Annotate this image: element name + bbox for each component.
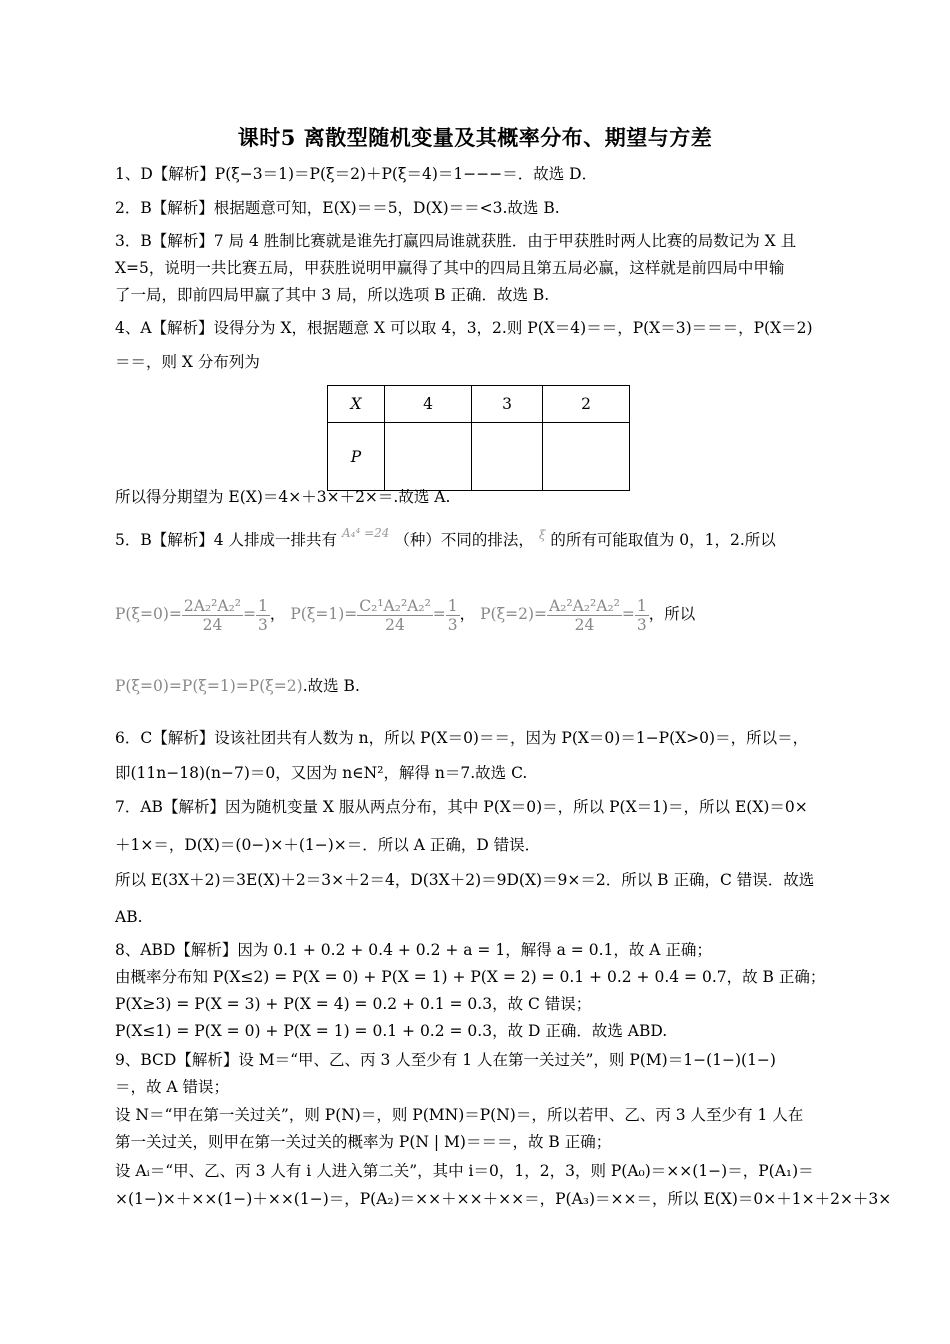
formula-p2: P(ξ=2)= [480, 605, 548, 623]
answer-6-line-1: 6．C【解析】设该社团共有人数为 n，所以 P(X＝0)＝＝，因为 P(X＝0)＝1−P(X>0)＝，所以＝， [115, 729, 809, 747]
table-cell: 2 [543, 386, 630, 423]
fraction [547, 597, 622, 634]
answer-6-line-2: 即(11n−18)(n−7)＝0，又因为 n∈N²，解得 n＝7.故选 C. [115, 764, 528, 782]
answer-5-line-2: P(ξ=0)= $\frac{\text{2A₂²A₂²}}{24}$ = $\frac{1}{3}$ ， P(ξ=1)= $\frac{\text{C₂¹A₂²A₂²}}{24}$ = $\frac{1}{3}$ ， P(ξ=2)= $\frac{\text{A₂²A₂²A₂²}}{24}$ = $\frac{1}{3}$ ，所以 [115, 596, 696, 634]
denominator: 24 [385, 615, 405, 634]
table-cell [385, 423, 472, 491]
table-cell: P [328, 423, 385, 491]
fraction [357, 597, 433, 634]
text-segment: （种）不同的排法， [394, 531, 534, 549]
numerator: 1 [258, 596, 268, 615]
answer-3-line-3: 了一局，即前四局甲赢了其中 3 局，所以选项 B 正确．故选 B. [115, 286, 550, 304]
answer-8-line-2: 由概率分布知 P(X≤2) = P(X = 0) + P(X = 1) + P(X = 2) = 0.1 + 0.2 + 0.4 = 0.7，故 B 正确； [115, 968, 826, 986]
distribution-table [327, 385, 630, 491]
table-cell [543, 423, 630, 491]
fraction [182, 597, 243, 634]
answer-8-line-4: P(X≤1) = P(X = 0) + P(X = 1) = 0.1 + 0.2 = 0.3，故 D 正确．故选 ABD. [115, 1022, 668, 1040]
text-segment: 5．B【解析】4 人排成一排共有 [115, 531, 338, 549]
answer-4-line-2: ＝＝，则 X 分布列为 [115, 353, 260, 371]
answer-3-line-1: 3．B【解析】7 局 4 胜制比赛就是谁先打赢四局谁就获胜．由于甲获胜时两人比赛的局数记为 X 且 [115, 232, 797, 250]
answer-7-line-3: 所以 E(3X＋2)＝3E(X)＋2＝3×＋2＝4，D(3X＋2)＝9D(X)＝9×＝2．所以 B 正确，C 错误．故选 [115, 871, 815, 889]
separator: ， [459, 605, 476, 623]
numerator: 1 [447, 596, 458, 615]
page-title: 课时5 离散型随机变量及其概率分布、期望与方差 [237, 125, 713, 150]
permutation-formula: A₄⁴ =24 [341, 526, 390, 540]
answer-9-line-3: 设 N＝“甲在第一关过关”，则 P(N)＝，则 P(MN)＝P(N)＝，所以若甲、乙、丙 3 人至少有 1 人在 [115, 1106, 804, 1124]
table-row [328, 386, 630, 423]
text-segment: 所以 [664, 605, 696, 623]
answer-9-line-2: ＝，故 A 错误； [115, 1078, 230, 1096]
answer-9-line-4: 第一关过关，则甲在第一关过关的概率为 P(N | M)＝＝＝，故 B 正确； [115, 1133, 612, 1151]
answer-2: 2．B【解析】根据题意可知，E(X)＝＝5，D(X)＝＝<3.故选 B. [115, 199, 560, 217]
table-cell: X [328, 386, 385, 423]
formula-p1: P(ξ=1)= [290, 605, 358, 623]
denominator: 3 [447, 615, 458, 634]
fraction [256, 597, 270, 634]
answer-4-line-1: 4、A【解析】设得分为 X，根据题意 X 可以取 4，3，2.则 P(X＝4)＝＝，P(X＝3)＝＝＝，P(X＝2) [115, 319, 813, 337]
numerator: 2A₂²A₂² [183, 596, 242, 615]
numerator: A₂²A₂²A₂² [549, 596, 620, 615]
answer-7-line-1: 7．AB【解析】因为随机变量 X 服从两点分布，其中 P(X＝0)＝，所以 P(X＝1)＝，所以 E(X)＝0× [115, 798, 808, 816]
answer-8-line-1: 8、ABD【解析】因为 0.1 + 0.2 + 0.4 + 0.2 + a = 1，解得 a = 0.1，故 A 正确； [115, 941, 712, 959]
answer-9-line-5: 设 Aᵢ＝“甲、乙、丙 3 人有 i 人进入第二关”，其中 i＝0，1，2，3，则 P(A₀)＝××(1−)＝，P(A₁)＝ [115, 1162, 814, 1180]
table-cell: 4 [385, 386, 472, 423]
table-cell: 3 [472, 386, 543, 423]
text-segment: 的所有可能取值为 0，1，2.所以 [550, 531, 776, 549]
denominator: 3 [258, 615, 268, 634]
answer-5-line-3 [115, 676, 360, 696]
denominator: 3 [636, 615, 647, 634]
fraction [635, 597, 649, 634]
table-row [328, 423, 630, 491]
answer-9-line-1: 9、BCD【解析】设 M＝“甲、乙、丙 3 人至少有 1 人在第一关过关”，则 P(M)＝1−(1−)(1−) [115, 1051, 776, 1069]
equal-probability-formula: P(ξ=0)=P(ξ=1)=P(ξ=2) [115, 677, 303, 695]
answer-3-line-2: X=5，说明一共比赛五局，甲获胜说明甲赢得了其中的四局且第五局必赢，这样就是前四局中甲输 [115, 259, 785, 277]
answer-9-line-6: ×(1−)×＋××(1−)＋××(1−)＝，P(A₂)＝××＋××＋××＝，P(A₃)＝××＝，所以 E(X)＝0×＋1×＋2×＋3× [115, 1190, 892, 1208]
xi-symbol: ξ [538, 528, 546, 542]
answer-5-line-1 [115, 526, 776, 551]
denominator: 24 [202, 615, 223, 634]
numerator: C₂¹A₂²A₂² [359, 596, 431, 615]
formula-p0: P(ξ=0)= [115, 605, 182, 623]
answer-4-line-3: 所以得分期望为 E(X)＝4×＋3×＋2×＝.故选 A. [115, 488, 451, 506]
denominator: 24 [574, 615, 595, 634]
fraction [446, 597, 460, 634]
table-cell [472, 423, 543, 491]
answer-8-line-3: P(X≥3) = P(X = 3) + P(X = 4) = 0.2 + 0.1 = 0.3，故 C 错误； [115, 995, 592, 1013]
separator: ， [269, 605, 286, 623]
answer-7-line-4: AB. [115, 908, 143, 926]
separator: ， [648, 605, 665, 623]
text-segment: .故选 B. [302, 677, 360, 695]
answer-1: 1、D【解析】P(ξ−3＝1)＝P(ξ＝2)＋P(ξ＝4)＝1−−−＝．故选 D． [115, 165, 598, 183]
numerator: 1 [636, 596, 647, 615]
answer-7-line-2: ＋1×＝，D(X)＝(0−)×＋(1−)×＝．所以 A 正确，D 错误． [115, 836, 541, 854]
